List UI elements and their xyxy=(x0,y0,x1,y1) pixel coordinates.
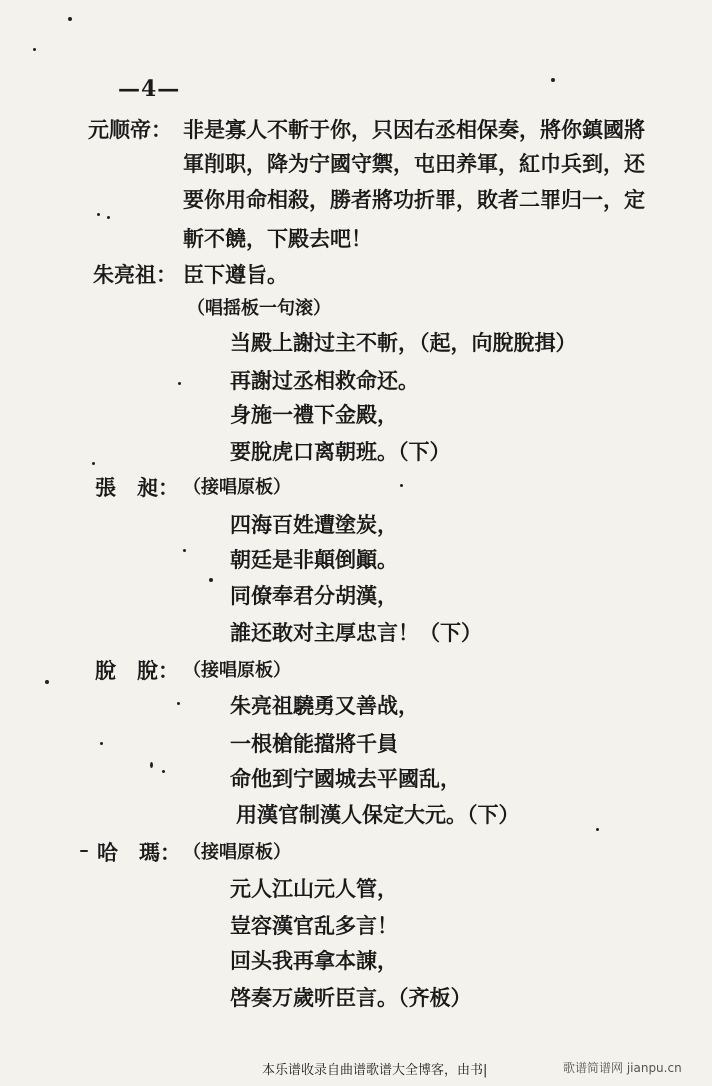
yuan-shundi-line-3: 要你用命相殺，勝者將功折罪，敗者二罪归一，定 xyxy=(183,187,645,212)
hama-line-1: 元人江山元人管， xyxy=(230,876,398,901)
zhang-he-line-1: 四海百姓遭塗炭， xyxy=(230,512,398,537)
scan-speck xyxy=(92,462,95,465)
speaker-tuotuo: 脫 脫： xyxy=(95,658,179,683)
scan-speck xyxy=(551,78,555,82)
tuotuo-line-1: 朱亮祖驍勇又善战， xyxy=(230,693,419,718)
scan-speck xyxy=(68,17,72,21)
scan-speck xyxy=(400,484,403,487)
scan-speck xyxy=(97,213,100,216)
scan-speck xyxy=(162,770,165,773)
tuotuo-line-3: 命他到宁國城去平國乱， xyxy=(230,766,461,791)
hama-line-3: 回头我再拿本諌， xyxy=(230,948,398,973)
scan-speck xyxy=(45,680,49,684)
zhang-he-line-4: 誰还敢对主厚忠言！（下） xyxy=(230,620,482,645)
scan-speck xyxy=(100,742,103,745)
tuotuo-line-4: 用漢官制漢人保定大元。（下） xyxy=(236,802,520,827)
page-number: —4— xyxy=(118,76,181,102)
zhang-he-line-3: 同僚奉君分胡漢， xyxy=(230,583,398,608)
scan-speck xyxy=(596,828,599,831)
zhang-he-direction: （接唱原板） xyxy=(183,477,291,498)
scan-speck xyxy=(178,382,181,385)
zhu-liangzu-line-3: 身施一禮下金殿， xyxy=(230,402,398,427)
hama-line-4: 啓奏万歲听臣言。（齐板） xyxy=(230,985,472,1010)
footer-source-text: 本乐谱收录自曲谱歌谱大全博客，由书| xyxy=(262,1063,488,1078)
scan-speck xyxy=(80,850,88,852)
scan-speck xyxy=(150,762,153,768)
zhu-liangzu-line-1: 当殿上謝过主不斬，（起，向脫脫揖） xyxy=(230,330,577,355)
hama-line-2: 豈容漢官乱多言！ xyxy=(230,913,398,938)
zhu-liangzu-line-2: 再謝过丞相救命还。 xyxy=(230,368,419,393)
scan-speck xyxy=(183,549,186,552)
speaker-yuan-shundi: 元顺帝： xyxy=(88,117,172,142)
hama-direction: （接唱原板） xyxy=(183,842,291,863)
scan-speck xyxy=(107,216,110,219)
scan-speck xyxy=(209,578,213,582)
speaker-hama: 哈 瑪： xyxy=(97,840,181,865)
speaker-zhang-he: 張 昶： xyxy=(95,475,179,500)
yuan-shundi-line-1: 非是寡人不斬于你，只因右丞相保奏，將你鎮國將 xyxy=(183,117,645,142)
speaker-zhu-liangzu: 朱亮祖： xyxy=(93,262,177,287)
footer-watermark: 歌谱简谱网 jianpu.cn xyxy=(563,1061,682,1075)
tuotuo-direction: （接唱原板） xyxy=(183,660,291,681)
zhu-liangzu-speech: 臣下遵旨。 xyxy=(183,262,288,287)
tuotuo-line-2: 一根槍能擋將千員 xyxy=(230,731,398,756)
zhang-he-line-2: 朝廷是非顛倒顚。 xyxy=(230,547,398,572)
yuan-shundi-line-4: 斬不饒，下殿去吧！ xyxy=(183,226,372,251)
scan-speck xyxy=(177,702,180,705)
zhu-liangzu-line-4: 要脫虎口离朝班。（下） xyxy=(230,439,451,464)
scan-speck xyxy=(33,48,36,51)
yuan-shundi-line-2: 軍削职，降为宁國守禦，屯田养軍，紅巾兵到，还 xyxy=(183,151,645,176)
zhu-liangzu-direction: （唱揺板一句滚） xyxy=(187,298,331,319)
